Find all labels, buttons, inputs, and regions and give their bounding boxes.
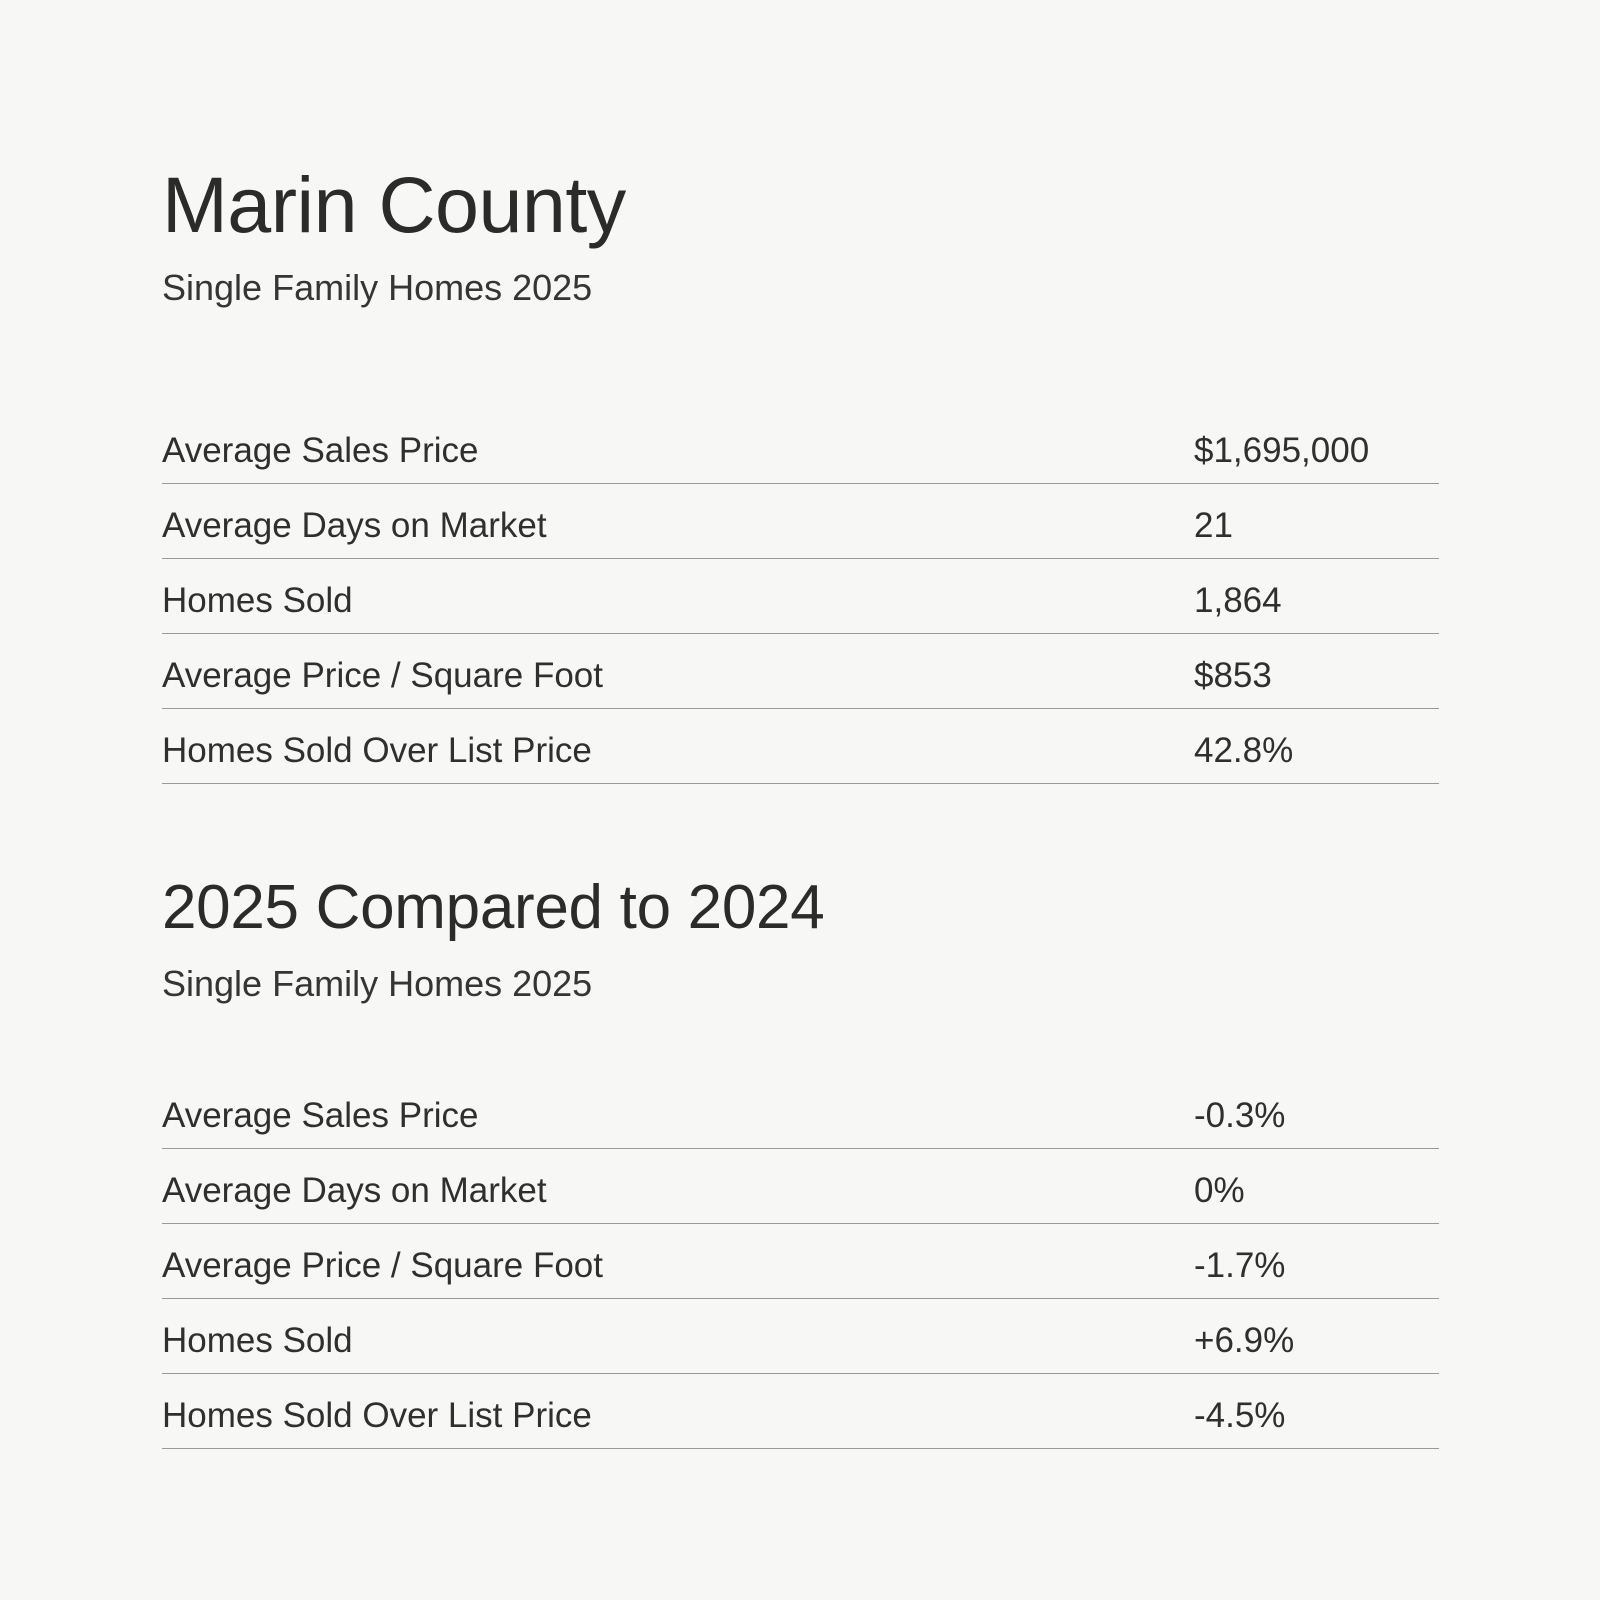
row-value: 21 (1194, 506, 1233, 545)
row-label: Average Sales Price (162, 431, 479, 470)
row-label: Homes Sold (162, 581, 353, 620)
row-value: 0% (1194, 1171, 1245, 1210)
row-value: 42.8% (1194, 731, 1294, 770)
page-title: Marin County (162, 160, 626, 249)
section-title: 2025 Compared to 2024 (162, 873, 825, 942)
row-value: $853 (1194, 656, 1272, 695)
row-label: Homes Sold Over List Price (162, 731, 592, 770)
row-label: Homes Sold Over List Price (162, 1396, 592, 1435)
row-label: Average Days on Market (162, 506, 547, 545)
table-row (162, 1299, 1439, 1374)
row-label: Average Days on Market (162, 1171, 547, 1210)
table-row (162, 409, 1439, 484)
row-label: Average Price / Square Foot (162, 1246, 603, 1285)
stats-table (162, 409, 1439, 784)
row-value: -1.7% (1194, 1246, 1286, 1285)
table-row (162, 634, 1439, 709)
table-row (162, 709, 1439, 784)
year-comparison-section (162, 872, 1439, 1449)
row-value: 1,864 (1194, 581, 1282, 620)
table-row (162, 559, 1439, 634)
county-stats-section (162, 160, 1439, 784)
table-row (162, 484, 1439, 559)
section-subtitle: Single Family Homes 2025 (162, 267, 593, 308)
table-row (162, 1074, 1439, 1149)
comparison-table (162, 1074, 1439, 1449)
row-label: Homes Sold (162, 1321, 353, 1360)
table-row (162, 1374, 1439, 1449)
row-value: $1,695,000 (1194, 431, 1370, 470)
row-value: -4.5% (1194, 1396, 1286, 1435)
row-label: Average Price / Square Foot (162, 656, 603, 695)
row-label: Average Sales Price (162, 1096, 479, 1135)
table-row (162, 1149, 1439, 1224)
section-subtitle: Single Family Homes 2025 (162, 963, 593, 1004)
table-row (162, 1224, 1439, 1299)
row-value: +6.9% (1194, 1321, 1295, 1360)
row-value: -0.3% (1194, 1096, 1286, 1135)
